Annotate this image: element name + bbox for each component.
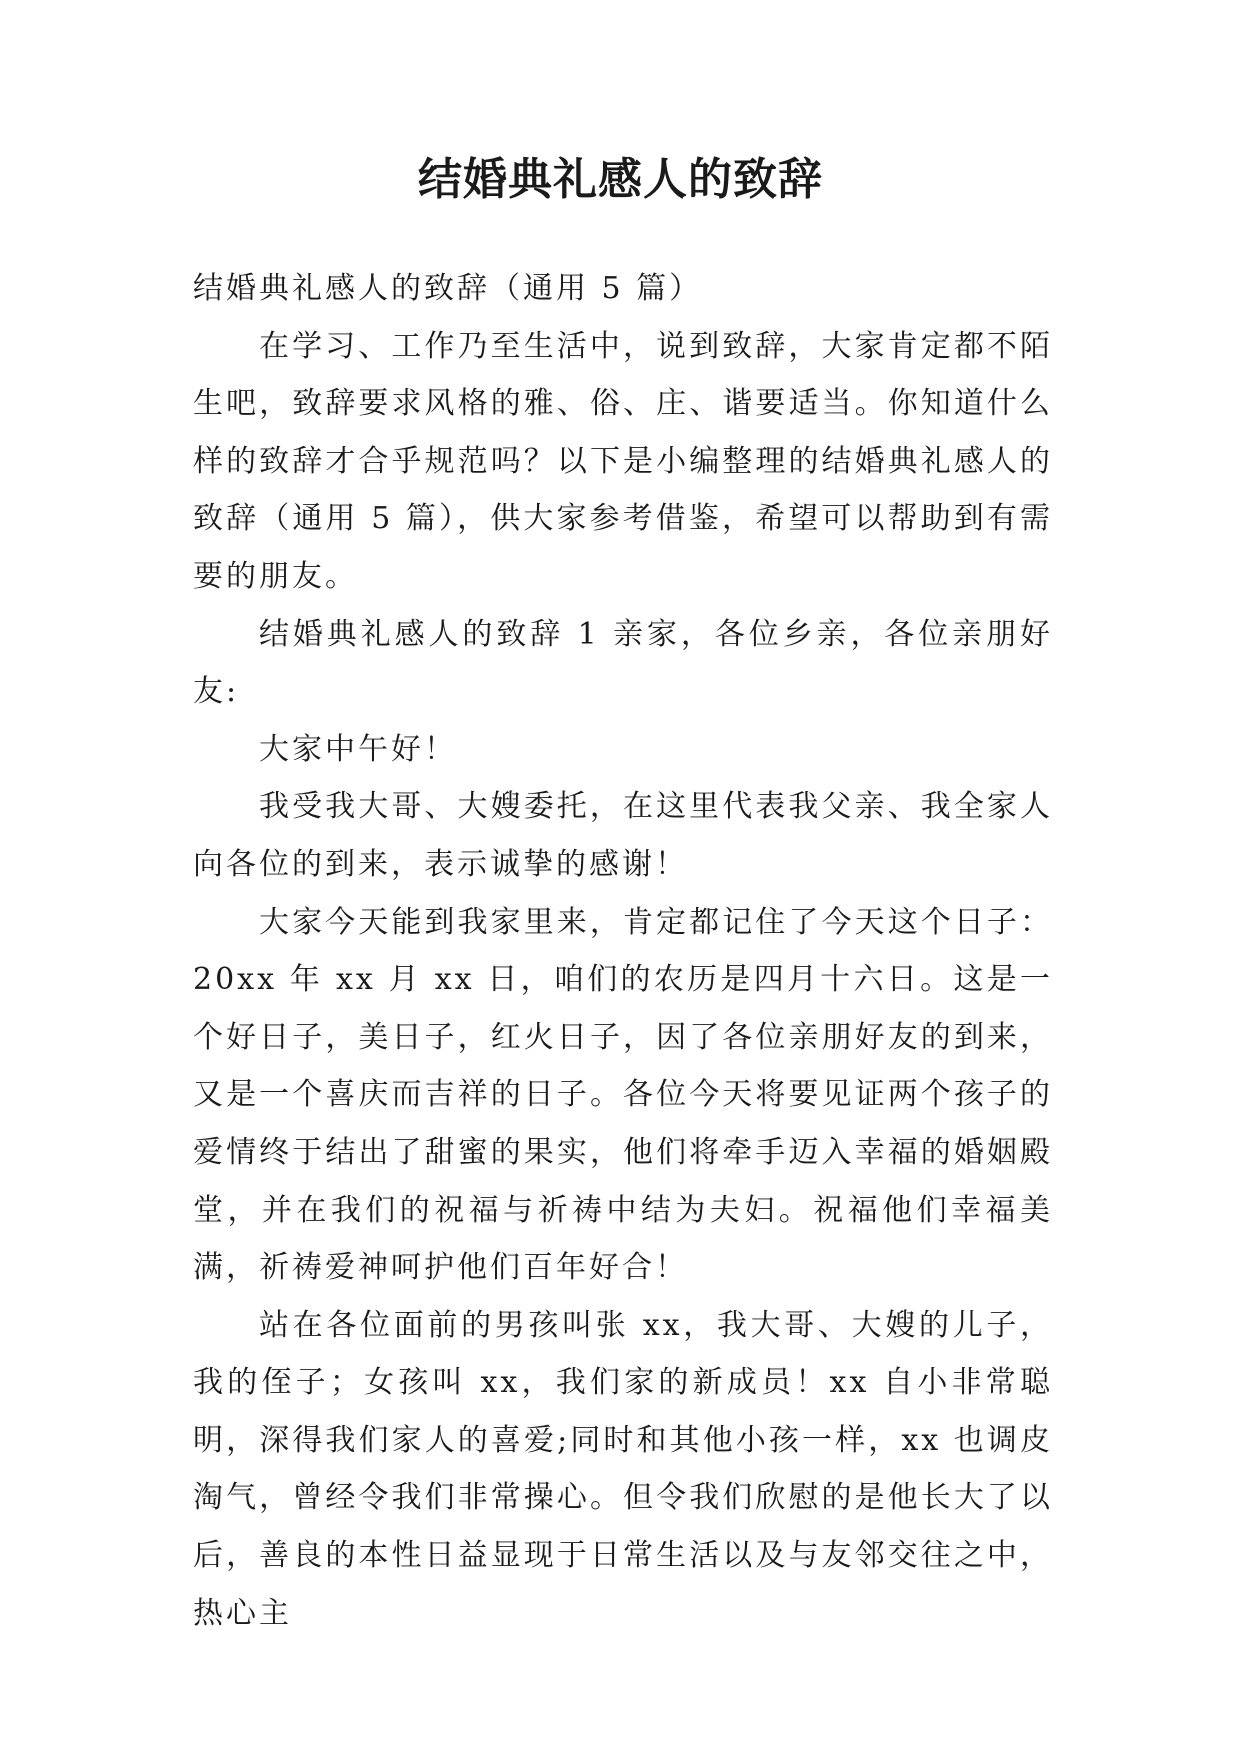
document-body xyxy=(193,260,1053,1642)
document-title: 结婚典礼感人的致辞 xyxy=(418,154,823,205)
paragraph-couple: 站在各位面前的男孩叫张 xx，我大哥、大嫂的儿子，我的侄子；女孩叫 xx，我们家的新成员！xx 自小非常聪明，深得我们家人的喜爱;同时和其他小孩一样，xx 也调皮淘气，曾经令我们非常操心。但令我们欣慰的是他长大了以后，善良的本性日益显现于日常生活以及与友邻交往之中，热心主 xyxy=(193,1307,1053,1631)
paragraph-date: 大家今天能到我家里来，肯定都记住了今天这个日子：20xx 年 xx 月 xx 日，咱们的农历是四月十六日。这是一个好日子，美日子，红火日子，因了各位亲朋好友的到来，又是一个喜庆而吉祥的日子。各位今天将要见证两个孩子的爱情终于结出了甜蜜的果实，他们将牵手迈入幸福的婚姻殿堂，并在我们的祝福与祈祷中结为夫妇。祝福他们幸福美满，祈祷爱神呵护他们百年好合！ xyxy=(193,904,1053,1286)
paragraph-greeting: 大家中午好！ xyxy=(259,731,457,767)
paragraph-thanks: 我受我大哥、大嫂委托，在这里代表我父亲、我全家人向各位的到来，表示诚挚的感谢！ xyxy=(193,789,1053,882)
paragraph-intro: 在学习、工作乃至生活中，说到致辞，大家肯定都不陌生吧，致辞要求风格的雅、俗、庄、谐要适当。你知道什么样的致辞才合乎规范吗？以下是小编整理的结婚典礼感人的致辞（通用 5 篇），供大家参考借鉴，希望可以帮助到有需要的朋友。 xyxy=(193,328,1053,594)
document-subtitle: 结婚典礼感人的致辞（通用 5 篇） xyxy=(193,271,703,306)
paragraph-salutation: 结婚典礼感人的致辞 1 亲家，各位乡亲，各位亲朋好友: xyxy=(193,616,1053,710)
